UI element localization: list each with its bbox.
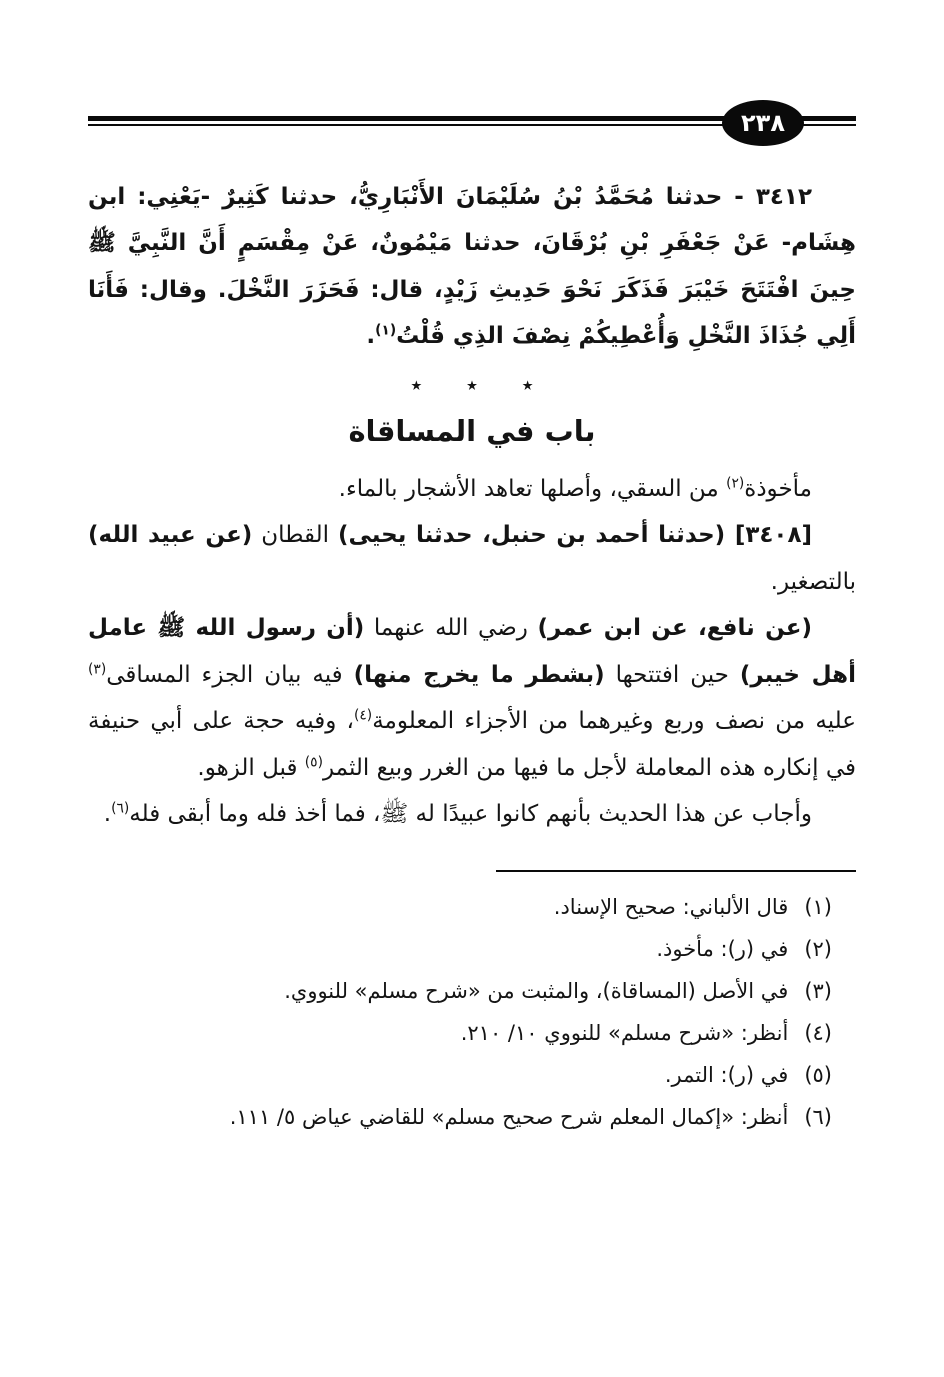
text-segment: (أن رسول الله ﷺ عامل أهل خيبر)	[88, 615, 856, 688]
footnote-list	[88, 886, 856, 1138]
hadith-paragraph	[88, 174, 856, 360]
footnote-ref: (٦)	[111, 800, 130, 817]
footnote-number: (٥)	[804, 1062, 832, 1087]
text-segment: (عن عبيد الله)	[88, 522, 253, 549]
text-segment: ٣٤١٢ - حدثنا مُحَمَّدُ بْنُ سُلَيْمَانَ الأَنْبَارِيُّ، حدثنا كَثِيرٌ -يَعْنِي: ابن هِشَام- عَنْ جَعْفَرِ بْنِ بُرْقَانَ، حدثنا مَيْمُونٌ، عَنْ مِقْسَمٍ أَنَّ النَّبِيَّ ﷺ حِينَ افْتَتَحَ خَيْبَرَ فَذَكَرَ نَحْوَ حَدِيثِ زَيْدٍ، قال: فَحَزَرَ النَّخْلَ. وقال: فَأَنَا أَلِي جُذَاذَ النَّخْلِ وَأُعْطِيكُمْ نِصْفَ الذِي قُلْتُ	[88, 184, 856, 350]
text-segment: القطان	[252, 522, 338, 549]
text-segment: [٣٤٠٨] (حدثنا أحمد بن حنبل، حدثنا يحيى)	[338, 522, 812, 549]
footnote-ref: (٣)	[88, 661, 107, 678]
paragraph-definition	[88, 466, 856, 512]
text-segment: (عن نافع، عن ابن عمر)	[537, 615, 812, 642]
page-number: ٢٣٨	[741, 109, 785, 137]
footnote-text: في (ر): التمر.	[664, 1062, 789, 1087]
footnote-number: (٣)	[804, 978, 832, 1003]
paragraph-isnad	[88, 512, 856, 605]
footnote-item	[88, 1012, 856, 1054]
text-segment: .	[366, 323, 376, 350]
text-segment: من السقي، وأصلها تعاهد الأشجار بالماء.	[338, 476, 727, 502]
text-segment: .	[103, 801, 112, 828]
text-segment: عليه من نصف وربع وغيرهما من الأجزاء المعلومة	[372, 708, 856, 735]
text-segment: وأجاب عن هذا الحديث بأنهم كانوا عبيدًا له ﷺ، فما أخذ فله وما أبقى فله	[129, 801, 812, 828]
footnote-item	[88, 1096, 856, 1138]
footnote-ref: (٢)	[726, 475, 745, 492]
text-segment: بالتصغير.	[770, 568, 856, 595]
paragraph-commentary	[88, 605, 856, 791]
text-segment: قبل الزهو.	[197, 754, 305, 781]
footnote-number: (٤)	[804, 1020, 832, 1045]
footnote-text: أنظر: «إكمال المعلم شرح صحيح مسلم» للقاضي عياض ٥/ ١١١.	[229, 1104, 789, 1129]
page-number-badge	[722, 100, 804, 146]
footnotes-section	[88, 870, 856, 1138]
footnote-number: (٦)	[804, 1104, 832, 1129]
paragraph-response	[88, 791, 856, 837]
footnote-ref: (٤)	[353, 707, 373, 724]
footnote-separator-rule	[496, 870, 856, 872]
footnote-text: في (ر): مأخوذ.	[656, 936, 789, 961]
footnote-item	[88, 928, 856, 970]
footnote-item	[88, 970, 856, 1012]
footnote-number: (١)	[804, 894, 832, 919]
footnote-ref: (١)	[375, 322, 397, 339]
footnote-item	[88, 1054, 856, 1096]
footnote-text: أنظر: «شرح مسلم» للنووي ١٠/ ٢١٠.	[460, 1020, 789, 1045]
text-segment: حين افتتحها	[604, 661, 740, 688]
section-separator-stars: ٭ ٭ ٭	[410, 372, 534, 398]
text-segment: رضي الله عنهما	[364, 615, 538, 642]
footnote-item	[88, 886, 856, 928]
text-segment: مأخوذة	[744, 476, 812, 502]
footnote-text: قال الألباني: صحيح الإسناد.	[553, 894, 789, 919]
page-header	[88, 100, 856, 150]
chapter-title: باب في المساقاة	[348, 414, 596, 449]
footnote-ref: (٥)	[304, 754, 323, 771]
footnote-number: (٢)	[804, 936, 832, 961]
footnote-text: في الأصل (المساقاة)، والمثبت من «شرح مسلم» للنووي.	[284, 978, 789, 1003]
text-segment: فيه بيان الجزء المساقى	[106, 661, 354, 688]
text-segment: ، وفيه حجة على أبي حنيفة في إنكاره هذه المعاملة لأجل ما فيها من الغرر وبيع الثمر	[88, 708, 856, 781]
page-body	[88, 174, 856, 838]
text-segment: (بشطر ما يخرج منها)	[353, 661, 605, 688]
